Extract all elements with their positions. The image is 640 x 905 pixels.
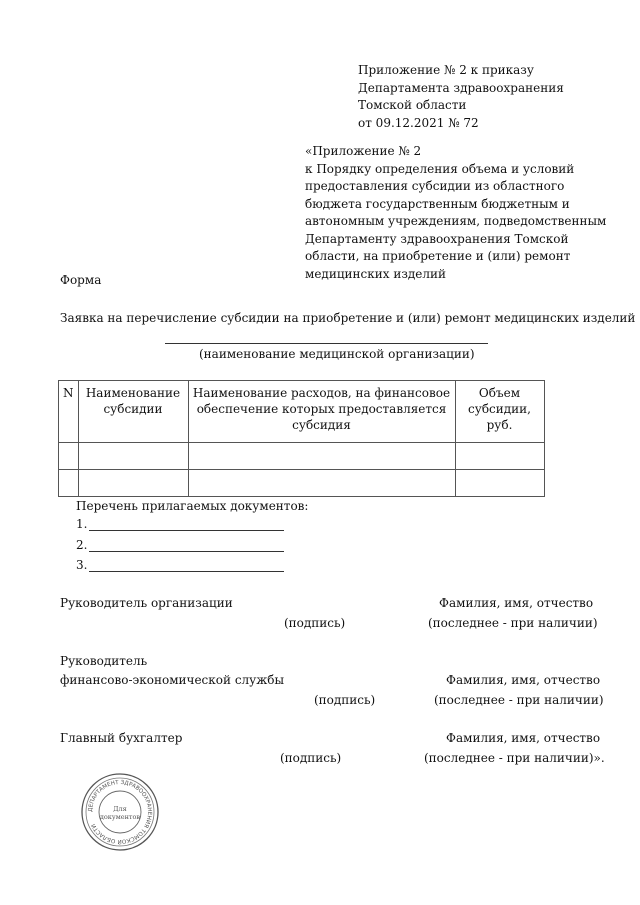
- accountant-signature-caption: (подпись): [280, 751, 342, 765]
- column-header-expense-name: Наименование расходов, на финансовое обеспечение которых предоставляется субсидия: [188, 381, 455, 443]
- order-line: от 09.12.2021 № 72: [358, 115, 479, 130]
- finance-role-line2: финансово-экономической службы: [60, 673, 285, 687]
- annex-line: автономным учреждениям, подведомственным: [305, 214, 607, 228]
- table-cell[interactable]: [78, 443, 188, 470]
- stamp-center-line2: документов: [99, 813, 141, 821]
- table-cell[interactable]: [188, 470, 455, 497]
- table-cell[interactable]: [59, 443, 79, 470]
- head-name-note: (последнее - при наличии): [428, 616, 598, 630]
- annex-line: Департаменту здравоохранения Томской: [305, 231, 569, 246]
- table-cell[interactable]: [59, 470, 79, 497]
- head-signature-caption: (подпись): [284, 616, 346, 630]
- finance-signature-caption: (подпись): [314, 693, 376, 707]
- table-cell[interactable]: [455, 470, 544, 497]
- document-stamp: [80, 772, 160, 852]
- accountant-name-note: (последнее - при наличии)».: [424, 751, 605, 765]
- annex-line: предоставления субсидии из областного: [305, 179, 565, 193]
- order-line: Томской области: [358, 98, 467, 112]
- document-line-2[interactable]: [89, 551, 284, 552]
- table-cell[interactable]: [188, 443, 455, 470]
- table-row: [59, 470, 545, 497]
- head-role: Руководитель организации: [60, 596, 233, 610]
- column-header-amount: Объем субсидии, руб.: [455, 381, 544, 443]
- organization-name-line: [165, 343, 488, 344]
- accountant-role: Главный бухгалтер: [60, 731, 183, 745]
- table-cell[interactable]: [455, 443, 544, 470]
- finance-name-caption: Фамилия, имя, отчество: [446, 673, 601, 687]
- finance-role-line1: Руководитель: [60, 654, 148, 668]
- stamp-center-line1: Для: [113, 805, 127, 813]
- form-label: Форма: [60, 273, 102, 287]
- documents-heading: Перечень прилагаемых документов:: [76, 499, 309, 513]
- column-header-subsidy-name: Наименование субсидии: [78, 381, 188, 443]
- organization-caption: (наименование медицинской организации): [199, 347, 475, 361]
- table-cell[interactable]: [78, 470, 188, 497]
- document-line-1[interactable]: [89, 530, 284, 531]
- accountant-name-caption: Фамилия, имя, отчество: [446, 731, 601, 745]
- order-reference: [358, 62, 564, 132]
- document-item-3: [76, 557, 87, 574]
- order-line: Приложение № 2 к приказу: [358, 63, 534, 77]
- stamp-ring-text: ДЕПАРТАМЕНТ ЗДРАВООХРАНЕНИЯ ТОМСКОЙ ОБЛАСТИ: [87, 779, 153, 845]
- finance-name-note: (последнее - при наличии): [434, 693, 604, 707]
- document-item-2: [76, 537, 87, 554]
- head-name-caption: Фамилия, имя, отчество: [439, 596, 594, 610]
- annex-reference: [305, 143, 606, 283]
- document-item-1: [76, 516, 87, 533]
- document-line-3[interactable]: [89, 571, 284, 572]
- document-item-number: 2.: [76, 538, 88, 552]
- annex-line: области, на приобретение и (или) ремонт: [305, 249, 571, 263]
- document-item-number: 1.: [76, 517, 88, 531]
- column-header-number: N: [59, 381, 79, 443]
- document-title: Заявка на перечисление субсидии на приобретение и (или) ремонт медицинских изделий: [60, 311, 636, 325]
- table-header-row: [59, 381, 545, 443]
- annex-line: «Приложение № 2: [305, 144, 422, 158]
- annex-line: к Порядку определения объема и условий: [305, 161, 575, 176]
- table-row: [59, 443, 545, 470]
- annex-line: медицинских изделий: [305, 266, 446, 281]
- subsidy-table: [58, 380, 545, 497]
- order-line: Департамента здравоохранения: [358, 80, 564, 95]
- annex-line: бюджета государственным бюджетным и: [305, 196, 570, 211]
- document-item-number: 3.: [76, 558, 88, 572]
